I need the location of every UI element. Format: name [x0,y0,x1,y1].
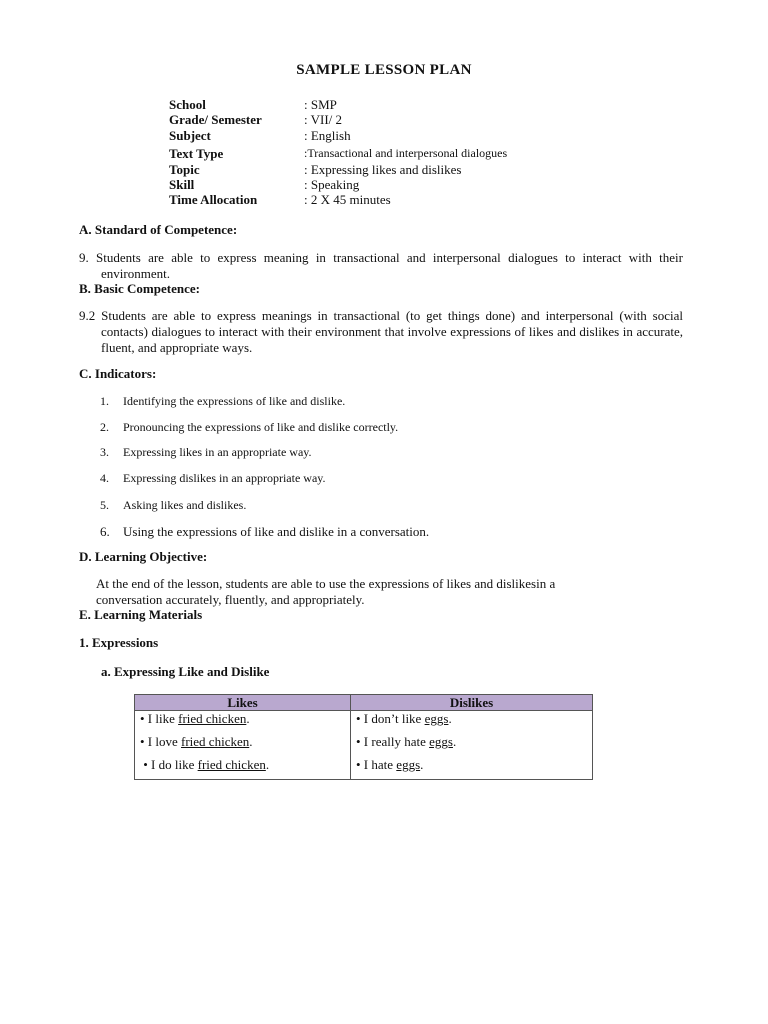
heading-learning-objective: D. Learning Objective: [79,549,208,564]
cell-text: • I like [140,711,179,726]
table-row [135,757,593,780]
learning-objective-line: conversation accurately, fluently, and appropriately. [96,592,365,607]
indicator-item [100,445,312,460]
indicator-number: 2. [100,420,109,434]
indicator-number: 4. [100,471,109,485]
info-label: Text Type [169,146,224,161]
cell-underlined-text: fried chicken [181,734,250,749]
info-value: : Speaking [304,177,360,192]
likes-cell [135,757,351,780]
indicator-text: Expressing likes in an appropriate way. [123,445,312,459]
table-row [135,711,593,735]
standard-of-competence-text: 9. Students are able to express meaning in transactional and interpersonal dialogues to interact with their environment. [79,250,683,281]
cell-text: . [420,757,424,772]
indicator-text: Identifying the expressions of like and dislike. [123,394,346,408]
column-header-dislikes: Dislikes [351,695,593,711]
indicator-item [100,524,429,540]
table-header-row [135,695,593,711]
learning-objective-line: At the end of the lesson, students are able to use the expressions of likes and dislikesin a [96,576,556,591]
heading-indicators: C. Indicators: [79,366,157,381]
cell-text: . [246,711,250,726]
likes-dislikes-table [134,694,593,780]
info-value: : English [304,128,351,143]
cell-text: • I love [140,734,182,749]
heading-basic-competence: B. Basic Competence: [79,281,200,296]
heading-learning-materials: E. Learning Materials [79,607,203,622]
info-label: Grade/ Semester [169,112,262,127]
cell-underlined-text: eggs [424,711,449,726]
heading-standard-of-competence: A. Standard of Competence: [79,222,238,237]
cell-text: . [265,757,270,772]
info-label: Skill [169,177,195,192]
info-label: Topic [169,162,200,177]
basic-competence-text: 9.2 Students are able to express meanings in transactional (to get things done) and interpersonal (with social contacts) dialogues to interact with their environment that involve expressions of likes and dislikes in accurate, fluent, and appropriate ways. [79,308,683,355]
dislikes-cell [351,711,593,735]
info-value: : Expressing likes and dislikes [304,162,462,177]
indicator-text: Using the expressions of like and dislike in a conversation. [123,524,430,539]
indicator-item [100,420,398,435]
info-label: School [169,97,206,112]
heading-expressing-like-dislike: a. Expressing Like and Dislike [101,664,270,679]
cell-underlined-text: fried chicken [178,711,247,726]
cell-text: • I hate [356,757,397,772]
indicator-number: 1. [100,394,109,408]
indicator-item [100,498,246,513]
table-row [135,734,593,757]
likes-cell [135,711,351,735]
cell-text: • I do like [140,757,198,772]
info-label: Subject [169,128,211,143]
info-value: :Transactional and interpersonal dialogues [304,146,508,160]
likes-cell [135,734,351,757]
indicator-number: 5. [100,498,109,512]
cell-underlined-text: eggs [429,734,453,749]
indicator-text: Pronouncing the expressions of like and dislike correctly. [123,420,399,434]
page-title: SAMPLE LESSON PLAN [296,62,472,78]
cell-text: • I don’t like [356,711,425,726]
info-label: Time Allocation [169,192,258,207]
dislikes-cell [351,734,593,757]
indicator-number: 3. [100,445,109,459]
info-value: : 2 X 45 minutes [304,192,391,207]
cell-text: . [452,734,457,749]
cell-text: • I really hate [356,734,430,749]
info-value: : SMP [304,97,337,112]
cell-text: . [448,711,452,726]
learning-objective-text [96,576,656,608]
indicator-item [100,471,326,486]
dislikes-cell [351,757,593,780]
info-value: : VII/ 2 [304,112,343,127]
indicator-text: Asking likes and dislikes. [123,498,247,512]
cell-underlined-text: fried chicken [197,757,266,772]
column-header-likes: Likes [135,695,351,711]
indicator-text: Expressing dislikes in an appropriate way. [123,471,326,485]
cell-underlined-text: eggs [396,757,421,772]
cell-text: . [249,734,253,749]
indicator-item [100,394,345,409]
heading-expressions: 1. Expressions [79,635,159,650]
indicator-number: 6. [100,524,110,539]
